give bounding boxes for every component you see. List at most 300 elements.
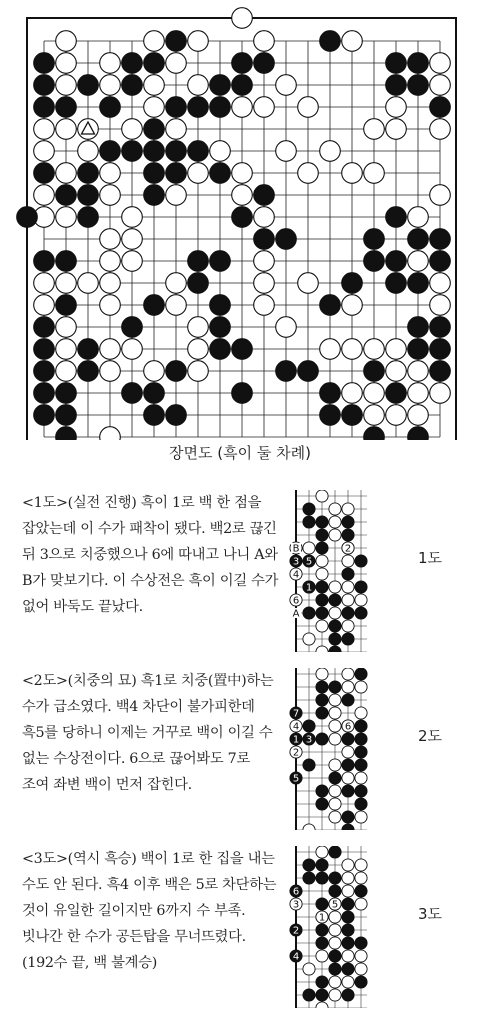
black-stone: [342, 633, 354, 645]
white-stone: [56, 163, 77, 184]
white-stone: [100, 163, 121, 184]
black-stone: [386, 383, 407, 404]
white-stone: [342, 950, 354, 962]
black-stone: [364, 251, 385, 272]
black-stone: [386, 75, 407, 96]
black-stone: [78, 339, 99, 360]
white-stone: [34, 295, 55, 316]
black-stone: [316, 872, 328, 884]
white-stone: [342, 383, 363, 404]
white-stone: [276, 75, 297, 96]
white-stone: [355, 811, 367, 823]
white-stone: [232, 97, 253, 118]
white-stone: [56, 75, 77, 96]
white-stone: [166, 185, 187, 206]
black-stone: [342, 811, 354, 823]
black-stone: [254, 185, 275, 206]
white-stone: [254, 207, 275, 228]
white-stone: [166, 119, 187, 140]
white-stone: [430, 75, 451, 96]
black-stone: [316, 785, 328, 797]
black-stone: [408, 273, 429, 294]
black-stone: [342, 568, 354, 580]
diagram-3: [284, 846, 380, 1008]
black-stone: [210, 75, 231, 96]
paragraph-2: [22, 668, 280, 798]
black-stone: [210, 339, 231, 360]
white-stone: [56, 339, 77, 360]
white-stone: [430, 53, 451, 74]
white-stone: [329, 503, 341, 515]
white-stone: [342, 295, 363, 316]
black-stone: [210, 97, 231, 118]
white-stone: [355, 681, 367, 693]
black-stone: [355, 555, 367, 567]
white-stone: [329, 989, 341, 1001]
white-stone: [430, 185, 451, 206]
white-stone: [342, 503, 354, 515]
white-stone: [298, 97, 319, 118]
white-stone: [276, 317, 297, 338]
white-stone: [329, 937, 341, 949]
white-stone: [342, 976, 354, 988]
white-stone: [56, 361, 77, 382]
white-stone: [303, 633, 315, 645]
black-stone: [166, 141, 187, 162]
white-stone: [144, 361, 165, 382]
black-stone: [210, 251, 231, 272]
move-number: 2: [344, 543, 352, 555]
black-stone: [303, 503, 315, 515]
white-stone: [122, 119, 143, 140]
white-stone: [100, 53, 121, 74]
white-stone: [342, 681, 354, 693]
white-stone: [364, 405, 385, 426]
white-stone: [320, 141, 341, 162]
black-stone: [144, 141, 165, 162]
black-stone: [430, 251, 451, 272]
black-stone: [188, 141, 209, 162]
move-number: 4: [292, 721, 300, 733]
black-stone: [232, 339, 253, 360]
white-stone: [254, 273, 275, 294]
white-stone: [364, 339, 385, 360]
black-stone: [342, 516, 354, 528]
white-stone: [386, 361, 407, 382]
black-stone: [316, 681, 328, 693]
black-stone: [329, 681, 341, 693]
black-stone: [316, 542, 328, 554]
black-stone: [320, 31, 341, 52]
white-stone: [329, 720, 341, 732]
black-stone: [276, 229, 297, 250]
black-stone: [342, 759, 354, 771]
white-stone: [100, 295, 121, 316]
black-stone: [166, 405, 187, 426]
white-stone: [408, 405, 429, 426]
black-stone: [342, 937, 354, 949]
black-stone: [303, 516, 315, 528]
white-stone: [316, 668, 328, 680]
black-stone: [329, 885, 341, 897]
white-stone: [329, 707, 341, 719]
black-stone: [122, 141, 143, 162]
black-stone: [316, 529, 328, 541]
paragraph-3: [22, 846, 280, 976]
white-stone: [56, 53, 77, 74]
white-stone: [316, 555, 328, 567]
black-stone: [144, 405, 165, 426]
diagram-2-label: 2도: [418, 727, 443, 745]
black-stone: [355, 937, 367, 949]
black-stone: [56, 251, 77, 272]
white-stone: [303, 963, 315, 975]
black-stone: [303, 989, 315, 1001]
black-stone: [355, 785, 367, 797]
black-stone: [232, 383, 253, 404]
white-stone: [188, 317, 209, 338]
white-stone: [355, 950, 367, 962]
white-stone: [329, 911, 341, 923]
move-number: 4: [292, 569, 300, 581]
white-stone: [254, 295, 275, 316]
black-stone: [316, 859, 328, 871]
black-stone: [122, 383, 143, 404]
white-stone: [342, 163, 363, 184]
black-stone: [342, 963, 354, 975]
black-stone: [188, 273, 209, 294]
white-stone: [408, 361, 429, 382]
white-stone: [342, 746, 354, 758]
black-stone: [316, 989, 328, 1001]
black-stone: [364, 427, 385, 440]
black-stone: [144, 383, 165, 404]
white-stone: [342, 581, 354, 593]
black-stone: [430, 339, 451, 360]
black-stone: [329, 872, 341, 884]
white-stone: [188, 75, 209, 96]
white-stone: [342, 31, 363, 52]
diagram-1-label: 1도: [418, 549, 443, 567]
white-stone: [100, 273, 121, 294]
black-stone: [316, 581, 328, 593]
white-stone: [355, 963, 367, 975]
black-stone: [430, 229, 451, 250]
move-number: 5: [305, 556, 313, 568]
white-stone: [298, 163, 319, 184]
white-stone: [316, 846, 328, 858]
white-stone: [342, 339, 363, 360]
white-stone: [122, 251, 143, 272]
black-stone: [144, 295, 165, 316]
white-stone: [56, 31, 77, 52]
black-stone: [329, 950, 341, 962]
white-stone: [329, 529, 341, 541]
white-stone: [329, 811, 341, 823]
black-stone: [342, 273, 363, 294]
white-stone: [329, 694, 341, 706]
move-number: 3: [292, 899, 300, 911]
paragraph-2-label: <2도>: [22, 673, 68, 689]
black-stone: [122, 317, 143, 338]
black-stone: [342, 898, 354, 910]
black-stone: [34, 339, 55, 360]
black-stone: [254, 229, 275, 250]
white-stone: [276, 141, 297, 162]
white-stone: [386, 97, 407, 118]
black-stone: [342, 529, 354, 541]
white-stone: [144, 97, 165, 118]
black-stone: [78, 207, 99, 228]
white-stone: [316, 620, 328, 632]
black-stone: [303, 720, 315, 732]
black-stone: [355, 668, 367, 680]
white-stone: [430, 119, 451, 140]
black-stone: [329, 846, 341, 858]
white-stone: [355, 859, 367, 871]
black-stone: [166, 361, 187, 382]
black-stone: [78, 185, 99, 206]
black-stone: [329, 594, 341, 606]
white-stone: [122, 229, 143, 250]
move-number: 3: [292, 556, 300, 568]
diagram-2: [284, 668, 380, 830]
black-stone: [144, 185, 165, 206]
white-stone: [100, 361, 121, 382]
black-stone: [34, 405, 55, 426]
black-stone: [56, 383, 77, 404]
white-stone: [188, 361, 209, 382]
white-stone: [34, 273, 55, 294]
black-stone: [303, 859, 315, 871]
white-stone: [166, 53, 187, 74]
black-stone: [342, 924, 354, 936]
white-stone: [430, 273, 451, 294]
paragraph-1-text: (실전 진행) 흑이 1로 백 한 점을 잡았는데 이 수가 패착이 됐다. 백2로 끊긴 뒤 3으로 치중했으나 6에 따내고 나니 A와 B가 맞보기다. 이 수상전은 흑이 이길 수가 없어 바둑도 끝났다.: [22, 495, 279, 615]
black-stone: [34, 163, 55, 184]
black-stone: [355, 759, 367, 771]
black-stone: [430, 317, 451, 338]
white-stone: [329, 516, 341, 528]
move-number: 2: [292, 747, 300, 759]
black-stone: [430, 361, 451, 382]
white-stone: [298, 273, 319, 294]
black-stone: [316, 798, 328, 810]
white-stone: [342, 772, 354, 784]
main-board: [0, 0, 480, 440]
black-stone: [78, 361, 99, 382]
white-stone: [386, 119, 407, 140]
white-stone: [34, 185, 55, 206]
black-stone: [34, 251, 55, 272]
black-stone: [364, 361, 385, 382]
black-stone: [17, 207, 38, 228]
black-stone: [188, 251, 209, 272]
black-stone: [329, 646, 341, 652]
white-stone: [386, 339, 407, 360]
white-stone: [316, 1002, 328, 1008]
black-stone: [56, 405, 77, 426]
white-stone: [355, 594, 367, 606]
black-stone: [166, 97, 187, 118]
white-stone: [188, 31, 209, 52]
white-stone: [144, 75, 165, 96]
black-stone: [408, 317, 429, 338]
black-stone: [355, 607, 367, 619]
black-stone: [430, 97, 451, 118]
move-number: B: [292, 543, 300, 555]
white-stone: [78, 273, 99, 294]
black-stone: [355, 733, 367, 745]
white-stone: [364, 119, 385, 140]
white-stone: [342, 668, 354, 680]
white-stone: [329, 759, 341, 771]
black-stone: [298, 361, 319, 382]
black-stone: [329, 620, 341, 632]
white-stone: [355, 898, 367, 910]
black-stone: [364, 229, 385, 250]
move-number: 2: [292, 925, 300, 937]
black-stone: [316, 594, 328, 606]
black-stone: [342, 989, 354, 1001]
black-stone: [329, 772, 341, 784]
black-stone: [329, 963, 341, 975]
white-stone: [100, 251, 121, 272]
black-stone: [316, 976, 328, 988]
black-stone: [276, 361, 297, 382]
black-stone: [316, 924, 328, 936]
black-stone: [188, 97, 209, 118]
black-stone: [342, 405, 363, 426]
white-stone: [166, 273, 187, 294]
white-stone: [329, 607, 341, 619]
white-stone: [430, 295, 451, 316]
black-stone: [122, 53, 143, 74]
white-stone: [144, 31, 165, 52]
paragraph-1-label: <1도>: [22, 495, 68, 511]
black-stone: [303, 759, 315, 771]
black-stone: [355, 746, 367, 758]
diagram-1: [284, 490, 380, 652]
black-stone: [408, 75, 429, 96]
white-stone: [100, 185, 121, 206]
white-stone: [232, 8, 253, 29]
black-stone: [316, 607, 328, 619]
black-stone: [144, 119, 165, 140]
white-stone: [316, 568, 328, 580]
move-number: 1: [305, 582, 313, 594]
white-stone: [56, 119, 77, 140]
black-stone: [210, 295, 231, 316]
black-stone: [342, 694, 354, 706]
white-stone: [188, 163, 209, 184]
white-stone: [166, 295, 187, 316]
move-number: 4: [292, 951, 300, 963]
white-stone: [364, 383, 385, 404]
move-number: A: [292, 608, 300, 620]
white-stone: [56, 273, 77, 294]
white-stone: [100, 427, 121, 440]
white-stone: [56, 207, 77, 228]
white-stone: [329, 581, 341, 593]
white-stone: [56, 317, 77, 338]
white-stone: [122, 207, 143, 228]
white-stone: [254, 31, 275, 52]
black-stone: [34, 317, 55, 338]
black-stone: [355, 976, 367, 988]
main-board-caption: 장면도 (흑이 둘 차례): [169, 444, 311, 462]
white-stone: [329, 785, 341, 797]
white-stone: [100, 339, 121, 360]
black-stone: [144, 53, 165, 74]
white-stone: [316, 490, 328, 502]
black-stone: [166, 31, 187, 52]
black-stone: [56, 427, 77, 440]
black-stone: [320, 295, 341, 316]
white-stone: [386, 405, 407, 426]
paragraph-1: [22, 490, 280, 620]
black-stone: [342, 911, 354, 923]
black-stone: [34, 97, 55, 118]
white-stone: [408, 251, 429, 272]
move-number: 6: [292, 886, 300, 898]
black-stone: [355, 885, 367, 897]
move-number: 6: [344, 721, 352, 733]
black-stone: [232, 207, 253, 228]
black-stone: [386, 273, 407, 294]
move-number: 1: [292, 734, 300, 746]
black-stone: [34, 75, 55, 96]
black-stone: [408, 339, 429, 360]
move-number: 5: [292, 773, 300, 785]
black-stone: [316, 516, 328, 528]
white-stone: [78, 141, 99, 162]
white-stone: [320, 339, 341, 360]
white-stone: [34, 119, 55, 140]
white-stone: [329, 733, 341, 745]
white-stone: [329, 924, 341, 936]
white-stone: [329, 976, 341, 988]
black-stone: [166, 163, 187, 184]
paragraph-3-label: <3도>: [22, 851, 68, 867]
black-stone: [34, 361, 55, 382]
white-stone: [408, 383, 429, 404]
white-stone: [342, 859, 354, 871]
white-stone: [408, 207, 429, 228]
black-stone: [320, 405, 341, 426]
diagram-3-label: 3도: [418, 905, 443, 923]
black-stone: [316, 733, 328, 745]
black-stone: [232, 75, 253, 96]
black-stone: [316, 694, 328, 706]
white-stone: [342, 620, 354, 632]
white-stone: [355, 772, 367, 784]
white-stone: [122, 339, 143, 360]
black-stone: [329, 633, 341, 645]
white-stone: [232, 163, 253, 184]
white-stone: [303, 542, 315, 554]
white-stone: [342, 885, 354, 897]
white-stone: [355, 707, 367, 719]
white-stone: [342, 872, 354, 884]
paragraph-2-text: (치중의 묘) 흑1로 치중(置中)하는 수가 급소였다. 백4 차단이 불가피한데 흑5를 당하니 이제는 거꾸로 백이 이길 수 없는 수상전이다. 6으로 끊어봐도 7로 조여 좌변 백이 먼저 잡힌다.: [22, 673, 274, 793]
black-stone: [78, 75, 99, 96]
black-stone: [408, 53, 429, 74]
black-stone: [355, 720, 367, 732]
black-stone: [342, 785, 354, 797]
black-stone: [342, 607, 354, 619]
black-stone: [303, 607, 315, 619]
